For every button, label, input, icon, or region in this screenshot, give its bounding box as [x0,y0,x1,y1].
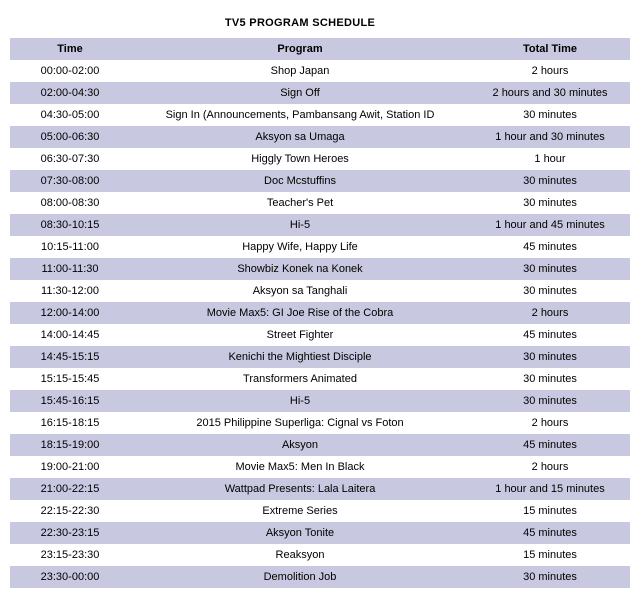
schedule-table [10,38,630,588]
program-cell: Street Fighter [130,324,470,346]
table-row [10,192,630,214]
table-row [10,324,630,346]
time-cell: 08:00-08:30 [10,192,130,214]
program-cell: Transformers Animated [130,368,470,390]
total-time-cell: 45 minutes [470,522,630,544]
header-total-time: Total Time [470,38,630,60]
table-row [10,60,630,82]
time-cell: 00:00-02:00 [10,60,130,82]
time-cell: 15:15-15:45 [10,368,130,390]
time-cell: 10:15-11:00 [10,236,130,258]
total-time-cell: 30 minutes [470,258,630,280]
program-cell: Doc Mcstuffins [130,170,470,192]
time-cell: 23:30-00:00 [10,566,130,588]
program-cell: Higgly Town Heroes [130,148,470,170]
header-time: Time [10,38,130,60]
program-cell: Movie Max5: Men In Black [130,456,470,478]
total-time-cell: 30 minutes [470,390,630,412]
total-time-cell: 30 minutes [470,192,630,214]
program-cell: Hi-5 [130,214,470,236]
total-time-cell: 1 hour and 45 minutes [470,214,630,236]
total-time-cell: 15 minutes [470,500,630,522]
program-cell: Shop Japan [130,60,470,82]
table-row [10,148,630,170]
table-row [10,500,630,522]
time-cell: 12:00-14:00 [10,302,130,324]
program-cell: Aksyon Tonite [130,522,470,544]
program-cell: Showbiz Konek na Konek [130,258,470,280]
total-time-cell: 15 minutes [470,544,630,566]
total-time-cell: 1 hour [470,148,630,170]
total-time-cell: 30 minutes [470,280,630,302]
table-row [10,478,630,500]
table-row [10,434,630,456]
total-time-cell: 30 minutes [470,346,630,368]
time-cell: 22:30-23:15 [10,522,130,544]
program-cell: Kenichi the Mightiest Disciple [130,346,470,368]
table-row [10,566,630,588]
program-cell: Wattpad Presents: Lala Laitera [130,478,470,500]
time-cell: 02:00-04:30 [10,82,130,104]
total-time-cell: 2 hours and 30 minutes [470,82,630,104]
table-row [10,544,630,566]
total-time-cell: 30 minutes [470,566,630,588]
time-cell: 11:30-12:00 [10,280,130,302]
table-row [10,346,630,368]
table-row [10,412,630,434]
table-row [10,82,630,104]
total-time-cell: 30 minutes [470,170,630,192]
program-cell: Reaksyon [130,544,470,566]
program-cell: Aksyon [130,434,470,456]
time-cell: 14:45-15:15 [10,346,130,368]
program-cell: Extreme Series [130,500,470,522]
program-cell: Sign Off [130,82,470,104]
total-time-cell: 1 hour and 30 minutes [470,126,630,148]
total-time-cell: 45 minutes [470,324,630,346]
total-time-cell: 45 minutes [470,236,630,258]
program-cell: Happy Wife, Happy Life [130,236,470,258]
table-row [10,170,630,192]
total-time-cell: 30 minutes [470,368,630,390]
total-time-cell: 2 hours [470,60,630,82]
program-cell: Teacher's Pet [130,192,470,214]
program-cell: Movie Max5: GI Joe Rise of the Cobra [130,302,470,324]
total-time-cell: 1 hour and 15 minutes [470,478,630,500]
table-row [10,126,630,148]
total-time-cell: 45 minutes [470,434,630,456]
table-row [10,456,630,478]
time-cell: 06:30-07:30 [10,148,130,170]
time-cell: 19:00-21:00 [10,456,130,478]
table-row [10,236,630,258]
time-cell: 15:45-16:15 [10,390,130,412]
time-cell: 23:15-23:30 [10,544,130,566]
time-cell: 16:15-18:15 [10,412,130,434]
time-cell: 08:30-10:15 [10,214,130,236]
table-row [10,302,630,324]
table-row [10,214,630,236]
time-cell: 14:00-14:45 [10,324,130,346]
time-cell: 05:00-06:30 [10,126,130,148]
total-time-cell: 30 minutes [470,104,630,126]
time-cell: 22:15-22:30 [10,500,130,522]
program-cell: Aksyon sa Tanghali [130,280,470,302]
page-title: TV5 PROGRAM SCHEDULE [224,17,376,29]
time-cell: 21:00-22:15 [10,478,130,500]
time-cell: 11:00-11:30 [10,258,130,280]
table-row [10,104,630,126]
table-row [10,280,630,302]
header-program: Program [130,38,470,60]
schedule-body [10,60,630,588]
total-time-cell: 2 hours [470,302,630,324]
table-row [10,258,630,280]
program-cell: Sign In (Announcements, Pambansang Awit, Station ID [130,104,470,126]
time-cell: 07:30-08:00 [10,170,130,192]
table-header-row [10,38,630,60]
table-row [10,522,630,544]
program-cell: Aksyon sa Umaga [130,126,470,148]
time-cell: 04:30-05:00 [10,104,130,126]
program-cell: Hi-5 [130,390,470,412]
total-time-cell: 2 hours [470,456,630,478]
program-cell: Demolition Job [130,566,470,588]
total-time-cell: 2 hours [470,412,630,434]
table-row [10,368,630,390]
table-row [10,390,630,412]
program-cell: 2015 Philippine Superliga: Cignal vs Foton [130,412,470,434]
time-cell: 18:15-19:00 [10,434,130,456]
